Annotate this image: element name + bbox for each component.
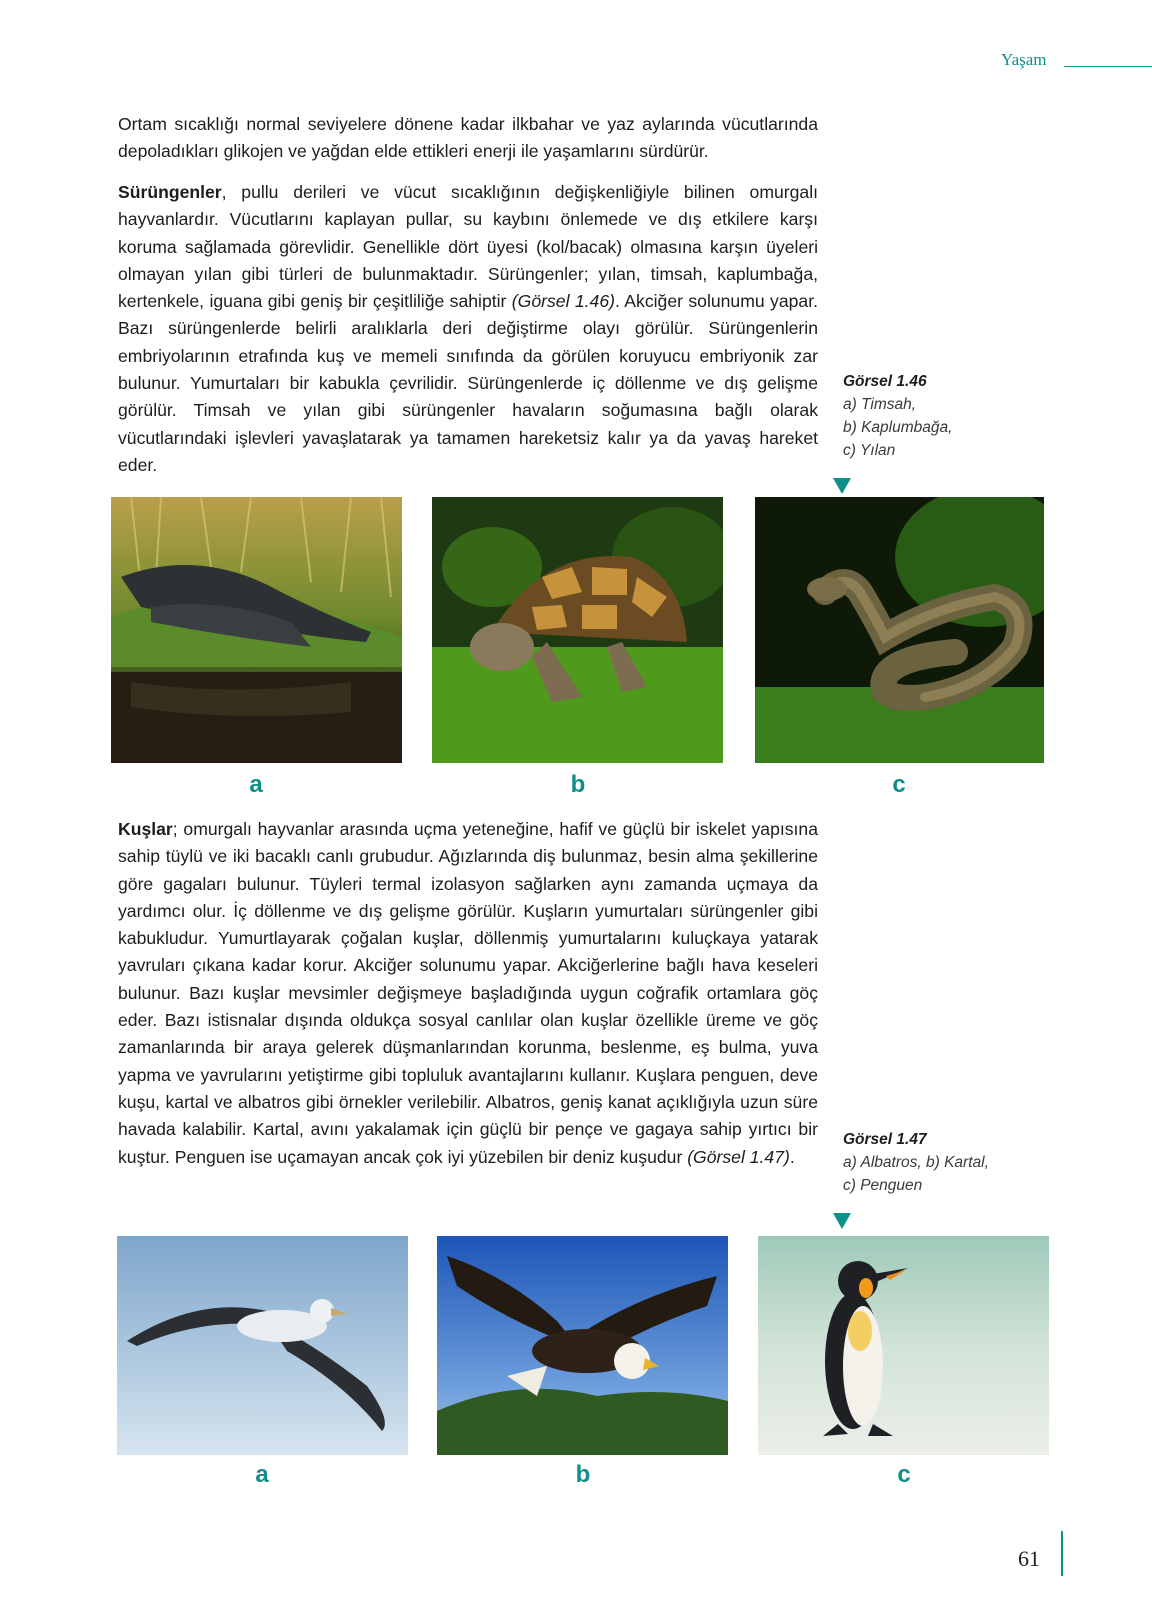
birds-term: Kuşlar	[118, 819, 173, 839]
snake-photo	[755, 497, 1044, 763]
figure-147-line-ab: a) Albatros, b) Kartal,	[843, 1154, 989, 1171]
figure-146-label-a: a	[249, 771, 263, 798]
header-divider	[1064, 66, 1152, 67]
section-title: Yaşam	[1001, 50, 1047, 69]
figure-147-arrow-icon	[833, 1213, 851, 1229]
figure-147-line-c: c) Penguen	[843, 1177, 923, 1194]
birds-figure-ref: (Görsel 1.47)	[687, 1146, 790, 1167]
figure-146-line-a: a) Timsah,	[843, 396, 917, 413]
figure-146-label-c: c	[892, 771, 906, 798]
reptiles-paragraph	[118, 179, 818, 479]
crocodile-photo	[111, 497, 402, 763]
figure-147-title: Görsel 1.47	[843, 1131, 927, 1148]
figure-147-label-a: a	[255, 1461, 269, 1488]
figure-146-line-c: c) Yılan	[843, 442, 896, 459]
figure-147-caption	[843, 1128, 1003, 1197]
birds-paragraph	[118, 816, 818, 1171]
intro-paragraph: Ortam sıcaklığı normal seviyelere dönene kadar ilkbahar ve yaz aylarında vücutlarında depoladıkları glikojen ve yağdan elde ettikleri enerji ile yaşamlarını sürdürür.	[118, 114, 818, 162]
figure-147-label-c: c	[897, 1461, 911, 1488]
figure-146-label-b: b	[570, 771, 586, 798]
figure-146-title: Görsel 1.46	[843, 373, 927, 390]
birds-text-b: .	[789, 1146, 795, 1167]
figure-146-line-b: b) Kaplumbağa,	[843, 419, 953, 436]
eagle-photo	[437, 1236, 728, 1455]
page-number-divider	[1061, 1531, 1063, 1576]
reptiles-figure-ref: (Görsel 1.46)	[511, 291, 615, 312]
figure-147-label-b: b	[575, 1461, 591, 1488]
tortoise-photo	[432, 497, 723, 763]
birds-text-a: ; omurgalı hayvanlar arasında uçma yeteneğine, hafif ve güçlü bir iskelet yapısına sahip tüylü ve iki bacaklı canlı grubudur. Ağızlarında diş bulunmaz, besin alma şekillerine göre gagaları bulunur. Tüyleri termal izolasyon sağlarken aynı zamanda uçmaya da yardımcı olur. İç döllenme ve dış gelişme görülür. Kuşların yumurtaları sürüngenler gibi kabukludur. Yumurtlayarak çoğalan kuşlar, döllenmiş yumurtalarını kuluçkaya yatarak yavruları çıkana kadar korur. Akciğer solunumu yapar. Akciğerlerine bağlı hava keseleri bulunur. Bazı kuşlar mevsimler değişmeye başladığında uygun coğrafik ortamlara göç eder. Bazı istisnalar dışında oldukça sosyal canlılar olan kuşlar özellikle üreme ve göç zamanlarında bir araya gelerek düşmanlarından korunma, beslenme, eş bulma, yuva yapma ve yavrularını yetiştirme gibi topluluk avantajlarını kullanır. Kuşlara penguen, deve kuşu, kartal ve albatros gibi örnekler verilebilir. Albatros, geniş kanat açıklığıyla uzun süre havada kalabilir. Kartal, avını yakalamak için güçlü bir pençe ve gagaya sahip yırtıcı bir kuştur. Penguen ise uçamayan ancak çok iyi yüzebilen bir deniz kuşudur	[118, 819, 818, 1167]
reptiles-text-a: , pullu derileri ve vücut sıcaklığının değişkenliğiyle bilinen omurgalı hayvanlardır. Vücutlarını kaplayan pullar, su kaybını önlemede ve dış etkilere karşı koruma sağlamada görevlidir. Genellikle dört üyesi (kol/bacak) olmasına karşın üyeleri olmayan yılan gibi türleri de bulunmaktadır. Sürüngenler; yılan, timsah, kaplumbağa, kertenkele, iguana gibi geniş bir çeşitliliğe sahiptir	[118, 182, 818, 312]
page-number: 61	[1018, 1546, 1040, 1571]
reptiles-text-b: . Akciğer solunumu yapar. Bazı sürüngenlerde belirli aralıklarla deri değiştirme olayı görülür. Sürüngenlerin embriyolarının etrafında kuş ve memeli sınıfında da görülen koruyucu embriyonik zar bulunur. Yumurtaları bir kabukla çevrilidir. Sürüngenlerde iç döllenme ve dış gelişme görülür. Timsah ve yılan gibi sürüngenler havaların soğumasına bağlı olarak vücutlarındaki işlevleri yavaşlatarak ya tamamen hareketsiz kalır ya da yavaş hareket eder.	[118, 291, 818, 475]
penguin-photo	[758, 1236, 1049, 1455]
figure-146-arrow-icon	[833, 478, 851, 494]
reptiles-term: Sürüngenler	[118, 182, 222, 202]
figure-146-caption	[843, 370, 1003, 462]
albatross-photo	[117, 1236, 408, 1455]
